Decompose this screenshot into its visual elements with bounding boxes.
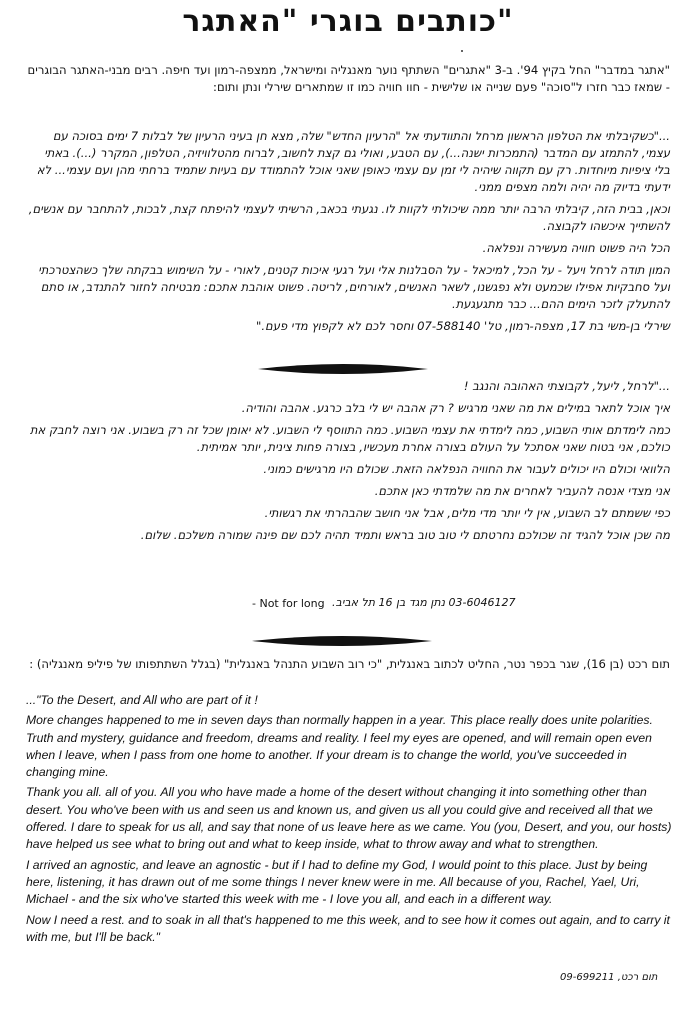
letter-paragraph: ..."לרחל, ליעל, לקבוצתי האהובה והנגב ! bbox=[463, 379, 670, 393]
tom-intro: תום רכט (בן 16), שגר בכפר נטר, החליט לכתוב באנגלית, "כי רוב השבוע התנהל באנגלית" (בגלל השתתפותו של פיליפ מאנגליה) : bbox=[29, 657, 670, 671]
intro-paragraph: "אתגר במדבר" החל בקיץ 94'. ב-3 "אתגרים" השתתף נוער מאנגליה ומישראל, ממצפה-רמון ועד חיפה. רבים מבני-האתגר הבוגרים - שמאז כבר חזרו ל"סוכה" פעם שנייה או שלישית - חוו חוויה כמו זו שמתארים שירלי ונתן ותום: bbox=[27, 63, 670, 94]
shirley-letter bbox=[26, 128, 670, 340]
letter-paragraph: ..."To the Desert, and All who are part of it ! bbox=[26, 693, 258, 707]
letter-paragraph: הלוואי וכולם היו יכולים לעבור את החוויה הנפלאה הזאת. שכולם היו מרגישים כמוני. bbox=[263, 462, 670, 476]
tom-letter bbox=[26, 692, 672, 949]
letter-paragraph: אני מצדי אנסה להעביר לאחרים את מה שלמדתי כאן אתכם. bbox=[374, 484, 670, 498]
section-divider bbox=[258, 362, 428, 376]
letter-paragraph: I arrived an agnostic, and leave an agnostic - but if I had to define my God, I would point to this place. Just by being here, listening, it has drawn out of me some things I never knew were in me. All because of you, Rachel, Yael, Uri, Michael - and the six who've started this week with me - I love you all, and each in a different way. bbox=[26, 857, 648, 907]
letter-paragraph: המון תודה לרחל ויעל - על הכל, למיכאל - על הסבלנות אלי ועל רגעי איכות קטנים, לאורי - על השימוש בבקתה שלך כשהצטרכתי ועל סחבקיות אפילו שכמעט ולא נפגשנו, לשאר האנשים, לאורחים, לריטה. פשוט אוהבת אתכם: מבטיחה לחזור להתנדב, או סתם להתעלק לזכר הימים ההם... כבר מתגעגעת. bbox=[38, 263, 670, 311]
letter-paragraph: כמה לימדתם אותי השבוע, כמה לימדתי את עצמי השבוע. כמה התווסף לי השבוע. לא יאומן שכל זה רק בשבוע. אני רוצה לחבק את כולכם, אני בטוח שאני אסתכל על העולם בצורה אחרת מעכשיו, בצורה פחות צינית, יותר אמיתית. bbox=[29, 423, 670, 454]
speck bbox=[461, 50, 463, 52]
letter-paragraph: מה שכן אוכל להגיד זה שכולכם נחרטתם לי טוב טוב בראש ותמיד תהיה לכם שם פינה שמורה משלכם. שלום. bbox=[140, 528, 670, 542]
letter-paragraph: Thank you all. all of you. All you who have made a home of the desert without changing it into something other than desert. You who've been with us and seen us and known us, and given us all you could give and received all that we offered. I dare to speak for us all, and say that none of us leave here as we came. You (you, Desert, and you, our hosts) have helped us see what to bring out and what to keep inside, what to throw away and what to strengthen. bbox=[26, 785, 672, 852]
letter-paragraph: כפי ששמתם לב השבוע, אין לי יותר מדי מלים, אבל אני חושב שהבהרתי את רגשותי. bbox=[264, 506, 670, 520]
section-divider bbox=[252, 634, 432, 648]
letter-signature: שירלי בן-משי בת 17, מצפה-רמון, טל' 07-588140 וחסר לכם לא לקפוץ מדי פעם." bbox=[256, 319, 670, 333]
natan-signature: 03-6046127 נתן מגד בן 16 תל אביב. bbox=[332, 596, 516, 609]
letter-paragraph: Now I need a rest. and to soak in all that's happened to me this week, and to see how it comes out again, and to carry it with me, but I'll be back." bbox=[26, 912, 670, 944]
letter-paragraph: הכל היה פשוט חוויה מעשירה ונפלאה. bbox=[482, 241, 670, 255]
natan-signature-note: - Not for long bbox=[252, 597, 325, 610]
natan-letter bbox=[26, 378, 670, 549]
letter-paragraph: וכאן, בבית הזה, קיבלתי הרבה יותר ממה שיכולתי לקוות לו. נגעתי בכאב, הרשיתי לעצמי להיפתח קצת, לבכות, להתחבר עם אנשים, להשתייך איכשהו לקבוצה. bbox=[28, 202, 670, 233]
page-title: כותבים בוגרי "האתגר" bbox=[182, 4, 514, 39]
letter-paragraph: ..."כשקיבלתי את הטלפון הראשון מרחל והתוודעתי אל "הרעיון החדש" שלה, מצא חן בעיני הרעיון של לבלות 7 ימים בסוכה עם עצמי, להתמזג עם המדבר (התמכרות ישנה...), עם הטבע, ואולי גם קצת לחשוב, לברוח מהטלוויזיה, הטלפון, המקרר (...). באתי בלי ציפיות מיוחדות. רק עם תקווה שיהיה לי זמן עם עצמי כאופן שאני אוכל להתמודד עם בעיות שתמיד ברחתי מהן ועם עצמי... לא ידעתי בדיוק מה יהיה ולמה מצפים ממני. bbox=[36, 129, 670, 194]
letter-paragraph: More changes happened to me in seven days than normally happen in a year. This place really does unite polarities. Truth and mystery, guidance and freedom, dreams and reality. I feel my eyes are opened, and will remain open even when I leave, when I pass from one home to another. If your dream is to change the world, you've succeeded in changing mine. bbox=[26, 713, 653, 780]
tom-signature: תום רכט, 09-699211 bbox=[560, 972, 658, 983]
letter-paragraph: איך אוכל לתאר במילים את מה שאני מרגיש ? רק אהבה יש לי בלב כרגע. אהבה והודיה. bbox=[241, 401, 670, 415]
